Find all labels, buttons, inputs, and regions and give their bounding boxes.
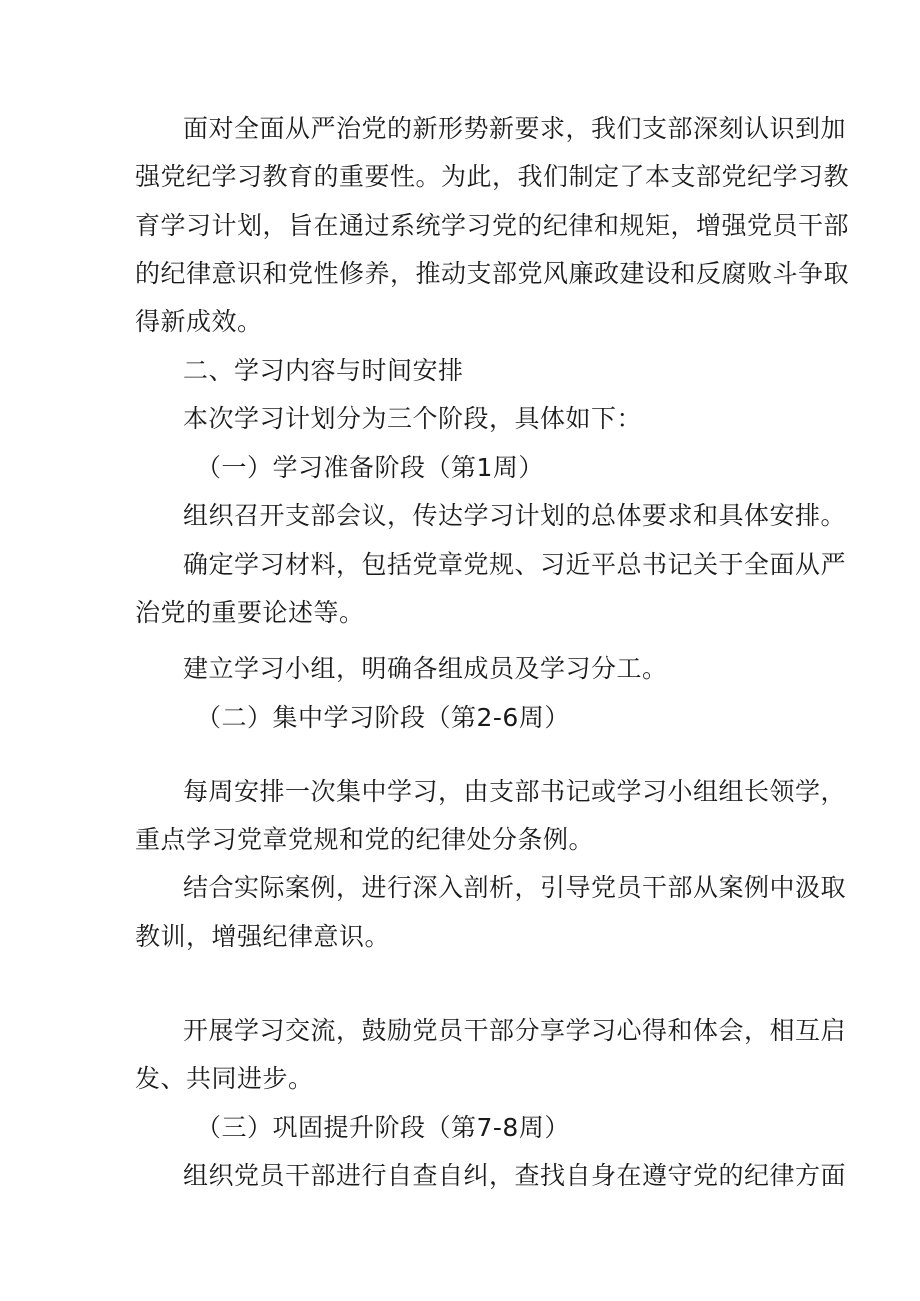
intro-line-3: 育学习计划，旨在通过系统学习党的纪律和规矩，增强党员干部 xyxy=(135,211,850,240)
phase2-item-2-line-1: 结合实际案例，进行深入剖析，引导党员干部从案例中汲取 xyxy=(183,873,847,902)
phase2-heading: （二）集中学习阶段（第2-6周） xyxy=(196,703,570,732)
phase2-item-1-line-1: 每周安排一次集中学习，由支部书记或学习小组组长领学， xyxy=(183,777,847,806)
phase2-item-1-line-2: 重点学习党章党规和党的纪律处分条例。 xyxy=(135,825,595,854)
phase3-item-1-line-1: 组织党员干部进行自查自纠，查找自身在遵守党的纪律方面 xyxy=(183,1161,847,1190)
intro-line-4: 的纪律意识和党性修养，推动支部党风廉政建设和反腐败斗争取 xyxy=(135,259,850,288)
phase1-heading: （一）学习准备阶段（第1周） xyxy=(196,453,544,482)
intro-line-2: 强党纪学习教育的重要性。为此，我们制定了本支部党纪学习教 xyxy=(135,162,850,191)
phase1-item-1: 组织召开支部会议，传达学习计划的总体要求和具体安排。 xyxy=(183,501,847,530)
phase1-item-2-line-2: 治党的重要论述等。 xyxy=(135,598,365,627)
phase2-item-3-line-2: 发、共同进步。 xyxy=(135,1064,314,1093)
phase1-item-3: 建立学习小组，明确各组成员及学习分工。 xyxy=(183,654,668,683)
intro-line-5: 得新成效。 xyxy=(135,307,263,336)
phase3-heading: （三）巩固提升阶段（第7-8周） xyxy=(196,1113,570,1142)
intro-line-1: 面对全面从严治党的新形势新要求，我们支部深刻认识到加 xyxy=(183,114,847,143)
phase2-item-2-line-2: 教训，增强纪律意识。 xyxy=(135,922,391,951)
phase2-item-3-line-1: 开展学习交流，鼓励党员干部分享学习心得和体会，相互启 xyxy=(183,1016,847,1045)
section-intro: 本次学习计划分为三个阶段，具体如下： xyxy=(183,404,643,433)
phase1-item-2-line-1: 确定学习材料，包括党章党规、习近平总书记关于全面从严 xyxy=(183,550,847,579)
section-heading: 二、学习内容与时间安排 xyxy=(183,356,464,385)
